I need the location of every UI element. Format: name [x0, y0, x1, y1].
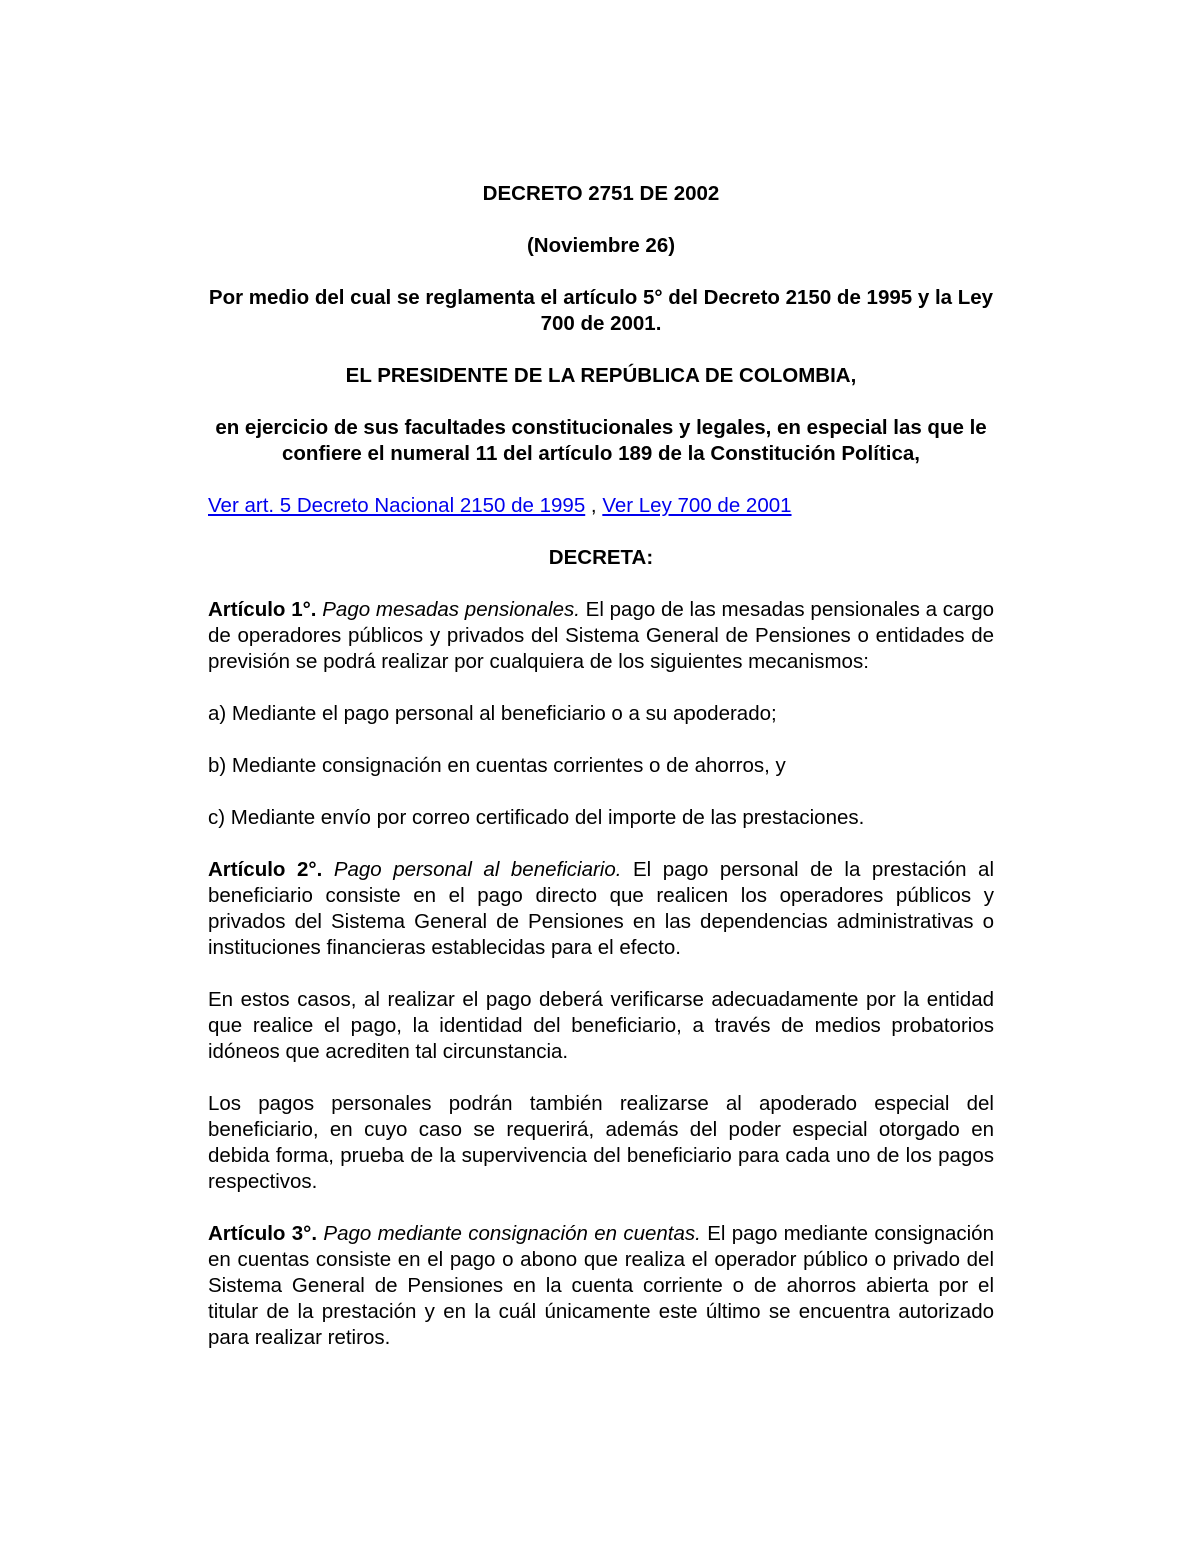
decreta-heading: DECRETA: — [548, 546, 654, 569]
article-2-title: Pago personal al beneficiario. — [333, 858, 622, 881]
decree-date: (Noviembre 26) — [526, 234, 676, 257]
faculties-statement: en ejercicio de sus facultades constitucionales y legales, en especial las que le confiere el numeral 11 del artículo 189 de la Constitución Política, — [215, 416, 987, 465]
article-2 — [208, 857, 994, 961]
decree-subject: Por medio del cual se reglamenta el artículo 5° del Decreto 2150 de 1995 y la Ley 700 de 2001. — [208, 286, 994, 335]
article-1-item-a: a) Mediante el pago personal al beneficiario o a su apoderado; — [208, 702, 777, 725]
article-2-paragraph-1: En estos casos, al realizar el pago deberá verificarse adecuadamente por la entidad que realice el pago, la identidad del beneficiario, a través de medios probatorios idóneos que acrediten tal circunstancia. — [208, 988, 994, 1063]
article-3 — [208, 1221, 994, 1351]
article-3-text: El pago mediante consignación en cuentas consiste en el pago o abono que realiza el operador público o privado del Sistema General de Pensiones en la cuenta corriente o de ahorros abierta por el titular de la prestación y en la cuál únicamente este último se encuentra autorizado para realizar retiros. — [208, 1222, 994, 1349]
link-decreto-2150[interactable]: Ver art. 5 Decreto Nacional 2150 de 1995 — [208, 494, 586, 517]
article-2-label: Artículo 2°. — [208, 858, 323, 881]
article-1-item-b: b) Mediante consignación en cuentas corrientes o de ahorros, y — [208, 754, 786, 777]
article-1-label: Artículo 1°. — [208, 598, 317, 621]
article-2-text: El pago personal de la prestación al beneficiario consiste en el pago directo que realicen los operadores públicos y privados del Sistema General de Pensiones en las dependencias administrativas o instituciones financieras establecidas para el efecto. — [208, 858, 994, 959]
reference-links — [208, 493, 994, 519]
article-1-title: Pago mesadas pensionales. — [322, 598, 580, 621]
reference-separator: , — [585, 494, 603, 517]
article-3-label: Artículo 3°. — [208, 1222, 318, 1245]
article-1-text: El pago de las mesadas pensionales a cargo de operadores públicos y privados del Sistema General de Pensiones o entidades de previsión se podrá realizar por cualquiera de los siguientes mecanismos: — [208, 598, 995, 673]
decree-title: DECRETO 2751 DE 2002 — [482, 182, 720, 205]
article-2-paragraph-2: Los pagos personales podrán también realizarse al apoderado especial del beneficiario, en cuyo caso se requerirá, además del poder especial otorgado en debida forma, prueba de la supervivencia del beneficiario para cada uno de los pagos respectivos. — [208, 1092, 994, 1193]
article-1-item-c: c) Mediante envío por correo certificado del importe de las prestaciones. — [208, 806, 865, 829]
issuer-heading: EL PRESIDENTE DE LA REPÚBLICA DE COLOMBIA, — [345, 364, 857, 387]
article-3-title: Pago mediante consignación en cuentas. — [323, 1222, 701, 1245]
link-ley-700[interactable]: Ver Ley 700 de 2001 — [602, 494, 792, 517]
article-1 — [208, 597, 994, 675]
